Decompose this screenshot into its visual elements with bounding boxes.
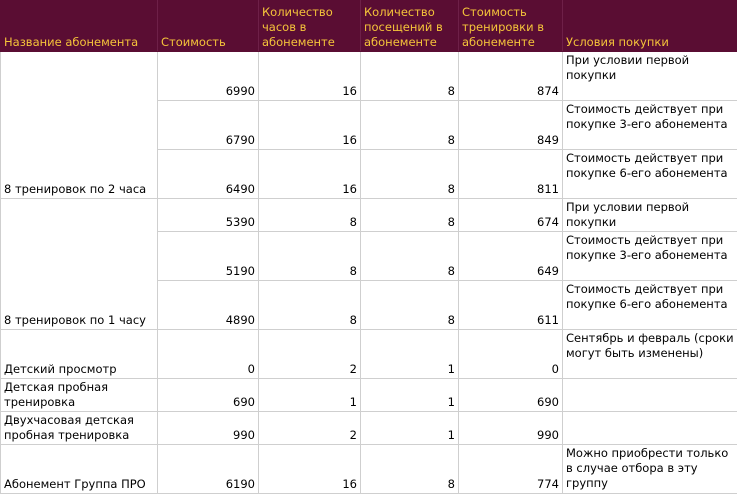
per-session-cell: 849 bbox=[459, 101, 563, 150]
per-session-cell: 774 bbox=[459, 445, 563, 494]
per-session-cell: 611 bbox=[459, 281, 563, 330]
hours-cell: 16 bbox=[259, 52, 361, 101]
condition-cell: Стоимость действует при покупке 6-его абонемента bbox=[563, 150, 737, 199]
hours-cell: 2 bbox=[259, 412, 361, 445]
condition-cell: Стоимость действует при покупке 3-его абонемента bbox=[563, 101, 737, 150]
subscription-name: Двухчасовая детская пробная тренировка bbox=[1, 412, 158, 445]
visits-cell: 1 bbox=[361, 412, 459, 445]
price-cell: 6190 bbox=[158, 445, 259, 494]
condition-cell: Стоимость действует при покупке 6-его абонемента bbox=[563, 281, 737, 330]
visits-cell: 8 bbox=[361, 232, 459, 281]
visits-cell: 8 bbox=[361, 445, 459, 494]
condition-cell bbox=[563, 379, 737, 412]
visits-cell: 8 bbox=[361, 150, 459, 199]
hours-cell: 16 bbox=[259, 101, 361, 150]
price-cell: 690 bbox=[158, 379, 259, 412]
header-per-session: Стоимость тренировки в абонементе bbox=[459, 1, 563, 52]
condition-cell: Сентябрь и февраль (сроки могут быть изменены) bbox=[563, 330, 737, 379]
per-session-cell: 674 bbox=[459, 199, 563, 232]
header-price: Стоимость bbox=[158, 1, 259, 52]
condition-cell: При условии первой покупки bbox=[563, 52, 737, 101]
table-row bbox=[1, 412, 737, 445]
table-row bbox=[1, 330, 737, 379]
price-cell: 4890 bbox=[158, 281, 259, 330]
hours-cell: 16 bbox=[259, 445, 361, 494]
hours-cell: 8 bbox=[259, 281, 361, 330]
price-cell: 0 bbox=[158, 330, 259, 379]
price-cell: 6490 bbox=[158, 150, 259, 199]
subscription-name: Детский просмотр bbox=[1, 330, 158, 379]
visits-cell: 8 bbox=[361, 199, 459, 232]
per-session-cell: 0 bbox=[459, 330, 563, 379]
per-session-cell: 690 bbox=[459, 379, 563, 412]
condition-cell: Можно приобрести только в случае отбора в эту группу bbox=[563, 445, 737, 494]
per-session-cell: 649 bbox=[459, 232, 563, 281]
price-cell: 5190 bbox=[158, 232, 259, 281]
subscription-name: 8 тренировок по 1 часу bbox=[1, 199, 158, 330]
visits-cell: 1 bbox=[361, 330, 459, 379]
price-cell: 990 bbox=[158, 412, 259, 445]
visits-cell: 8 bbox=[361, 281, 459, 330]
table-row bbox=[1, 445, 737, 494]
price-cell: 6790 bbox=[158, 101, 259, 150]
per-session-cell: 990 bbox=[459, 412, 563, 445]
header-visits: Количество посещений в абонементе bbox=[361, 1, 459, 52]
hours-cell: 8 bbox=[259, 199, 361, 232]
header-name: Название абонемента bbox=[1, 1, 158, 52]
visits-cell: 1 bbox=[361, 379, 459, 412]
table-row bbox=[1, 199, 737, 232]
per-session-cell: 811 bbox=[459, 150, 563, 199]
condition-cell: При условии первой покупки bbox=[563, 199, 737, 232]
table-row bbox=[1, 379, 737, 412]
visits-cell: 8 bbox=[361, 101, 459, 150]
hours-cell: 16 bbox=[259, 150, 361, 199]
price-cell: 6990 bbox=[158, 52, 259, 101]
subscription-name: Детская пробная тренировка bbox=[1, 379, 158, 412]
subscription-name: 8 тренировок по 2 часа bbox=[1, 52, 158, 199]
table-row bbox=[1, 52, 737, 101]
price-cell: 5390 bbox=[158, 199, 259, 232]
hours-cell: 1 bbox=[259, 379, 361, 412]
header-hours: Количество часов в абонементе bbox=[259, 1, 361, 52]
header-condition: Условия покупки bbox=[563, 1, 737, 52]
condition-cell: Стоимость действует при покупке 3-его абонемента bbox=[563, 232, 737, 281]
hours-cell: 8 bbox=[259, 232, 361, 281]
visits-cell: 8 bbox=[361, 52, 459, 101]
subscription-name: Абонемент Группа ПРО bbox=[1, 445, 158, 494]
per-session-cell: 874 bbox=[459, 52, 563, 101]
condition-cell bbox=[563, 412, 737, 445]
header-row bbox=[1, 1, 737, 52]
hours-cell: 2 bbox=[259, 330, 361, 379]
